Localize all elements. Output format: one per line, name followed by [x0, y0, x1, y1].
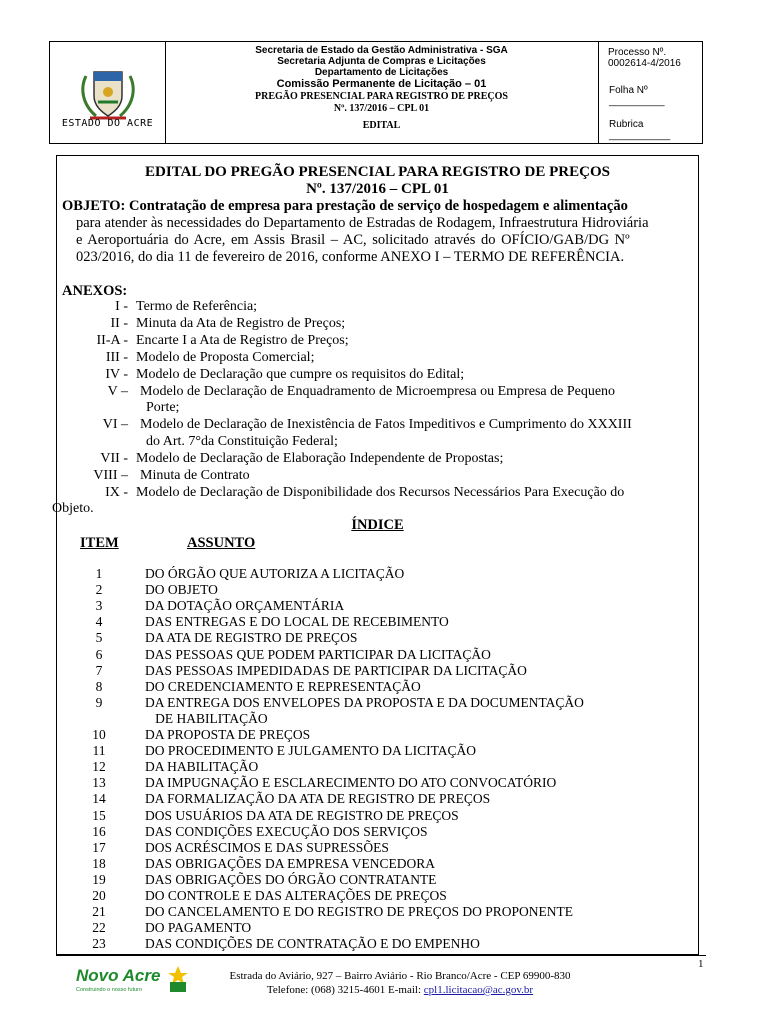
footer-phone: Telefone: (068) 3215-4601 E-mail:: [266, 984, 422, 996]
indice-item-subject: DAS ENTREGAS E DO LOCAL DE RECEBIMENTO: [145, 614, 449, 630]
anexo-text: Minuta de Contrato: [140, 468, 250, 483]
edital-title: EDITAL DO PREGÃO PRESENCIAL PARA REGISTRO DE PREÇOS: [145, 164, 610, 180]
anexo-number: IV -: [105, 366, 128, 382]
indice-col-item: ITEM: [80, 535, 119, 551]
acre-coat-of-arms-icon: [76, 62, 140, 126]
novo-acre-logo-text: Novo Acre: [76, 966, 161, 985]
indice-item-subject: DAS OBRIGAÇÕES DA EMPRESA VENCEDORA: [145, 855, 436, 871]
indice-item-subject: DA DOTAÇÃO ORÇAMENTÁRIA: [145, 598, 345, 614]
indice-item-number: 2: [95, 582, 103, 598]
anexo-text: Porte;: [146, 400, 180, 416]
indice-item-number: 19: [92, 871, 106, 887]
estado-label: ESTADO DO ACRE: [61, 118, 154, 129]
objeto-line-3: e Aeroportuária do Acre, em Assis Brasil – AC, solicitado através do OFÍCIO/GAB/DG Nº: [76, 232, 630, 248]
novo-acre-logo-tagline: Construindo o nosso futuro: [76, 987, 143, 993]
edital-number: Nº. 137/2016 – CPL 01: [306, 181, 449, 197]
anexo-number: III -: [105, 349, 128, 365]
indice-item-subject: DOS ACRÉSCIMOS E DAS SUPRESSÕES: [145, 839, 389, 855]
objeto-line-1: [62, 198, 628, 215]
indice-item-subject: DO CANCELAMENTO E DO REGISTRO DE PREÇOS DO PROPONENTE: [145, 904, 574, 920]
indice-item-subject: DO PAGAMENTO: [145, 920, 252, 936]
header-line-3: Departamento de Licitações: [314, 67, 449, 78]
anexo-text: Modelo de Declaração que cumpre os requisitos do Edital;: [136, 366, 465, 382]
indice-item-subject: DA ENTREGA DOS ENVELOPES DA PROPOSTA E DA DOCUMENTAÇÃO: [145, 694, 584, 710]
indice-item-number: 1: [95, 566, 103, 581]
page-number: 1: [698, 958, 704, 970]
folha-field: Folha Nº __________: [609, 85, 665, 107]
indice-item-subject: DA HABILITAÇÃO: [145, 759, 259, 775]
anexo-text: do Art. 7°da Constituição Federal;: [146, 434, 338, 450]
indice-item-subject: DAS OBRIGAÇÕES DO ÓRGÃO CONTRATANTE: [145, 871, 437, 887]
objeto-line-4: 023/2016, do dia 11 de fevereiro de 2016, conforme ANEXO I – TERMO DE REFERÊNCIA.: [76, 249, 625, 265]
anexo-text: Modelo de Declaração de Elaboração Independente de Propostas;: [136, 451, 504, 467]
indice-item-number: 5: [95, 630, 103, 646]
indice-item-number: 20: [92, 888, 106, 903]
indice-item-number: 15: [92, 807, 106, 823]
indice-item-number: 14: [92, 791, 106, 807]
header-title-cell: [165, 42, 599, 143]
header-line-4: Comissão Permanente de Licitação – 01: [276, 78, 487, 90]
footer-address: Estrada do Aviário, 927 – Bairro Aviário - Rio Branco/Acre - CEP 69900-830: [229, 970, 571, 982]
indice-item-subject: DO CREDENCIAMENTO E REPRESENTAÇÃO: [145, 678, 421, 694]
indice-item-subject: DAS CONDIÇÕES DE CONTRATAÇÃO E DO EMPENHO: [145, 936, 480, 952]
indice-item-number: 4: [95, 614, 103, 630]
header-line-7: EDITAL: [362, 120, 401, 131]
indice-item-subject: DAS CONDIÇÕES EXECUÇÃO DOS SERVIÇOS: [145, 823, 428, 839]
indice-item-number: 13: [92, 775, 106, 791]
rubrica-field: Rubrica ___________: [609, 119, 671, 141]
anexo-number: II-A -: [96, 332, 128, 348]
anexos-label: ANEXOS:: [62, 283, 128, 299]
indice-item-number: 21: [92, 904, 106, 920]
footer-divider: [56, 955, 706, 956]
anexos-last-line: Objeto.: [52, 501, 94, 516]
indice-item-number: 7: [95, 662, 103, 678]
header-line-6: Nº. 137/2016 – CPL 01: [333, 103, 430, 114]
anexo-text: Modelo de Declaração de Disponibilidade dos Recursos Necessários Para Execução do: [136, 484, 625, 500]
indice-item-subject: DOS USUÁRIOS DA ATA DE REGISTRO DE PREÇOS: [145, 807, 459, 823]
indice-item-number: 23: [92, 936, 106, 952]
indice-item-subject: DAS PESSOAS QUE PODEM PARTICIPAR DA LICITAÇÃO: [145, 646, 491, 662]
anexo-number: II -: [110, 315, 128, 331]
objeto-bold-text: Contratação de empresa para prestação de serviço de hospedagem e alimentação: [129, 198, 628, 214]
anexo-number: V –: [107, 383, 128, 399]
header-process-cell: [598, 42, 702, 143]
objeto-line-2: para atender às necessidades do Departamento de Estradas de Rodagem, Infraestrutura Hidroviária: [76, 215, 649, 231]
anexo-number: VII -: [100, 451, 128, 467]
anexo-text: Termo de Referência;: [136, 299, 258, 314]
indice-item-number: 9: [95, 694, 103, 710]
indice-item-number: 18: [92, 855, 106, 871]
indice-item-subject: DA FORMALIZAÇÃO DA ATA DE REGISTRO DE PREÇOS: [145, 791, 491, 807]
indice-item-subject: DO OBJETO: [145, 582, 218, 598]
footer-email-link[interactable]: cpl1.licitacao@ac.gov.br: [423, 984, 534, 996]
anexo-text: Encarte I a Ata de Registro de Preços;: [136, 332, 349, 348]
header-logo-cell: [50, 42, 166, 143]
indice-item-number: 17: [92, 839, 106, 855]
indice-title: ÍNDICE: [351, 517, 404, 533]
anexo-number: IX -: [105, 484, 128, 500]
indice-item-subject: DAS PESSOAS IMPEDIDADAS DE PARTICIPAR DA LICITAÇÃO: [145, 662, 527, 678]
novo-acre-logo: [74, 964, 194, 994]
indice-item-subject: DA IMPUGNAÇÃO E ESCLARECIMENTO DO ATO CONVOCATÓRIO: [145, 775, 557, 791]
indice-item-subject: DO CONTROLE E DAS ALTERAÇÕES DE PREÇOS: [145, 888, 447, 903]
indice-item-subject: DA ATA DE REGISTRO DE PREÇOS: [145, 630, 358, 646]
indice-item-number: 12: [92, 759, 106, 775]
anexo-number: VI –: [102, 417, 128, 433]
anexo-text: Minuta da Ata de Registro de Preços;: [136, 315, 346, 331]
indice-col-assunto: ASSUNTO: [187, 535, 256, 551]
document-header: [49, 41, 703, 144]
header-line-5: PREGÃO PRESENCIAL PARA REGISTRO DE PREÇOS: [255, 91, 508, 102]
header-line-1: Secretaria de Estado da Gestão Administrativa - SGA: [255, 45, 508, 56]
indice-item-subject: DA PROPOSTA DE PREÇOS: [145, 727, 311, 742]
anexo-number: I -: [115, 299, 128, 314]
footer-contact: [200, 983, 600, 997]
anexo-text: Modelo de Proposta Comercial;: [136, 349, 315, 365]
indice-item-subject: DO ÓRGÃO QUE AUTORIZA A LICITAÇÃO: [145, 566, 405, 581]
indice-item-number: 3: [95, 598, 103, 614]
indice-item-number: 6: [95, 646, 103, 662]
indice-item-subject: DE HABILITAÇÃO: [145, 710, 268, 726]
indice-item-subject: DO PROCEDIMENTO E JULGAMENTO DA LICITAÇÃO: [145, 743, 477, 759]
anexo-text: Modelo de Declaração de Enquadramento de Microempresa ou Empresa de Pequeno: [140, 383, 616, 399]
processo-number: Processo Nº. 0002614-4/2016: [608, 47, 681, 69]
header-line-2: Secretaria Adjunta de Compras e Licitações: [277, 56, 486, 67]
indice-item-number: 16: [92, 823, 106, 839]
indice-item-number: 8: [95, 678, 103, 694]
anexo-number: VIII –: [93, 468, 128, 483]
indice-item-number: 11: [92, 743, 106, 759]
anexo-text: Modelo de Declaração de Inexistência de Fatos Impeditivos e Cumprimento do XXXIII: [140, 417, 632, 433]
objeto-label: OBJETO:: [62, 198, 126, 214]
indice-item-number: 22: [92, 920, 106, 936]
indice-item-number: 10: [92, 727, 106, 742]
